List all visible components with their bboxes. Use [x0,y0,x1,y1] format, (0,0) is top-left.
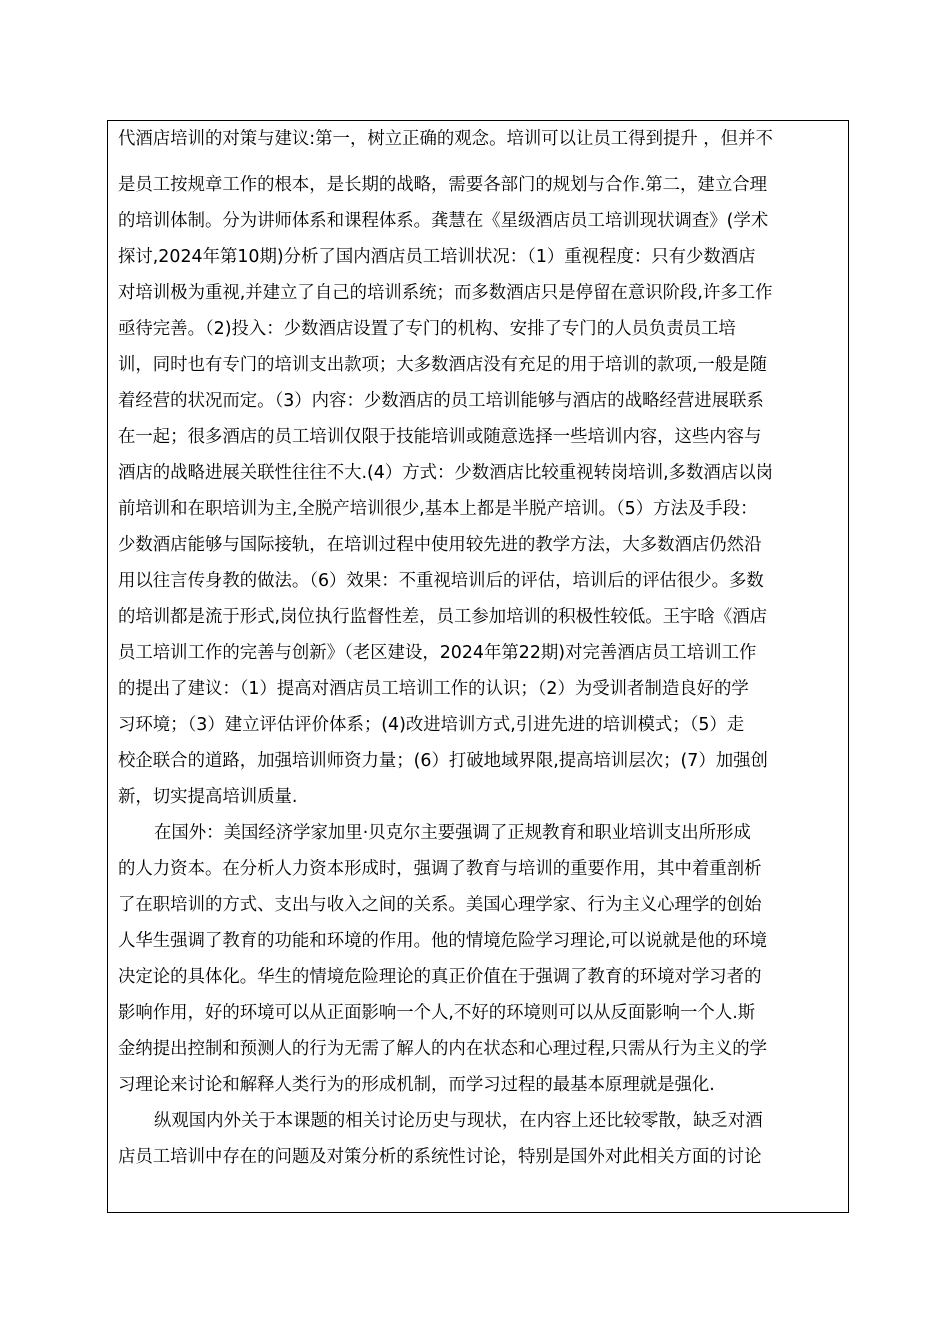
text-line: 校企联合的道路，加强培训师资力量；(6）打破地域界限,提高培训层次；(7）加强创 [118,751,768,771]
text-line: 新，切实提高培训质量. [118,787,298,807]
text-line: 店员工培训中存在的问题及对策分析的系统性讨论，特别是国外对此相关方面的讨论 [118,1147,762,1167]
text-line: 对培训极为重视,并建立了自己的培训系统；而多数酒店只是停留在意识阶段,许多工作 [118,283,773,303]
text-line: 酒店的战略进展关联性往往不大.(4）方式：少数酒店比较重视转岗培训,多数酒店以岗 [118,463,773,483]
text-line: 了在职培训的方式、支出与收入之间的关系。美国心理学家、行为主义心理学的创始 [118,895,762,915]
text-line: 影响作用，好的环境可以从正面影响一个人,不好的环境则可以从反面影响一个人.斯 [118,1003,756,1023]
text-line: 的培训都是流于形式,岗位执行监督性差，员工参加培训的积极性较低。王宇晗《酒店 [118,607,767,627]
text-line: 人华生强调了教育的功能和环境的作用。他的情境危险学习理论,可以说就是他的环境 [118,931,767,951]
text-line: 员工培训工作的完善与创新》（老区建设，2024年第22期)对完善酒店员工培训工作 [118,643,757,663]
text-line: 着经营的状况而定。（3）内容：少数酒店的员工培训能够与酒店的战略经营进展联系 [118,391,764,411]
text-line: 探讨,2024年第10期)分析了国内酒店员工培训状况：（1）重视程度：只有少数酒店 [118,247,756,267]
text-line: 决定论的具体化。华生的情境危险理论的真正价值在于强调了教育的环境对学习者的 [118,967,762,987]
text-line: 代酒店培训的对策与建议:第一，树立正确的观念。培训可以让员工得到提升 ，但并不 [118,129,773,149]
text-line: 金纳提出控制和预测人的行为无需了解人的内在状态和心理过程,只需从行为主义的学 [118,1039,767,1059]
text-line: 亟待完善。（2)投入：少数酒店设置了专门的机构、安排了专门的人员负责员工培 [118,319,736,339]
text-line: 训，同时也有专门的培训支出款项；大多数酒店没有充足的用于培训的款项,一般是随 [118,355,767,375]
text-line: 在一起；很多酒店的员工培训仅限于技能培训或随意选择一些培训内容，这些内容与 [118,427,762,447]
text-line: 少数酒店能够与国际接轨，在培训过程中使用较先进的教学方法，大多数酒店仍然沿 [118,535,762,555]
text-line: 是员工按规章工作的根本，是长期的战略，需要各部门的规划与合作.第二，建立合理 [118,175,767,195]
text-line: 习理论来讨论和解释人类行为的形成机制，而学习过程的最基本原理就是强化. [118,1075,715,1095]
text-line: 的提出了建议：（1）提高对酒店员工培训工作的认识；（2）为受训者制造良好的学 [118,679,749,699]
text-line: 的人力资本。在分析人力资本形成时，强调了教育与培训的重要作用，其中着重剖析 [118,859,762,879]
text-frame [107,120,849,1213]
text-line: 的培训体制。分为讲师体系和课程体系。龚慧在《星级酒店员工培训现状调查》(学术 [118,211,769,231]
text-line: 习环境；（3）建立评估评价体系；(4)改进培训方式,引进先进的培训模式；（5）走 [118,715,745,735]
paragraph-start-line: 在国外：美国经济学家加里·贝克尔主要强调了正规教育和职业培训支出所形成 [154,823,751,843]
paragraph-start-line: 纵观国内外关于本课题的相关讨论历史与现状，在内容上还比较零散，缺乏对酒 [154,1111,763,1131]
text-line: 用以往言传身教的做法。（6）效果：不重视培训后的评估，培训后的评估很少。多数 [118,571,764,591]
text-line: 前培训和在职培训为主,全脱产培训很少,基本上都是半脱产培训。（5）方法及手段： [118,499,758,519]
